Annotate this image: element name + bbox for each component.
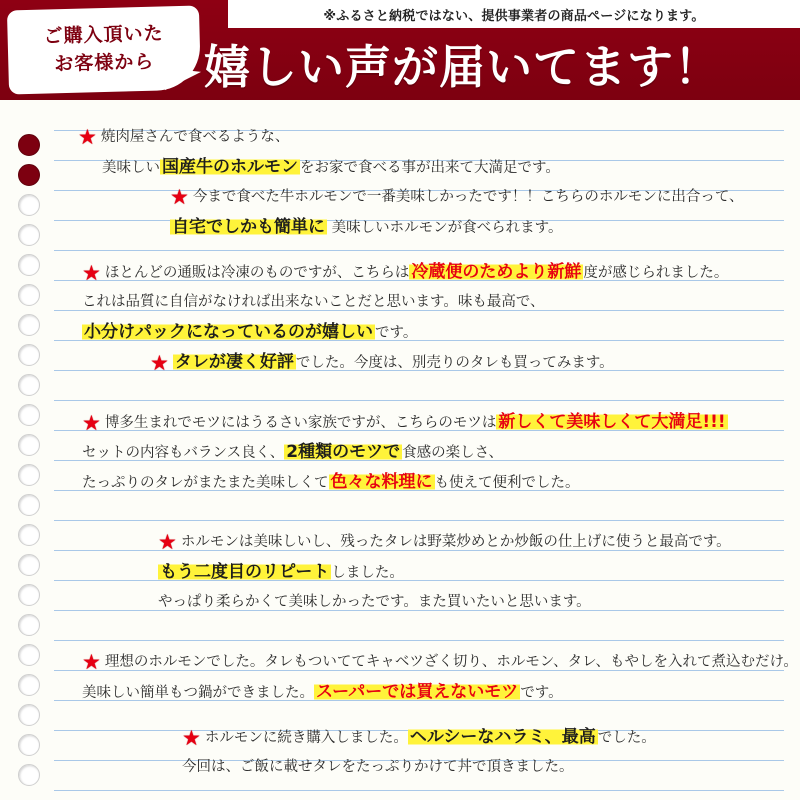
review-text: 焼肉屋さんで食べるような、 bbox=[100, 129, 290, 145]
review-line bbox=[78, 122, 788, 152]
review-text: しました。 bbox=[331, 565, 404, 581]
review-item bbox=[82, 647, 798, 707]
review-item bbox=[158, 527, 800, 617]
highlighted-text: 2種類のモツで bbox=[286, 442, 401, 462]
review-text: です。 bbox=[520, 685, 563, 701]
review-line bbox=[170, 212, 800, 242]
review-item bbox=[78, 122, 788, 182]
review-line bbox=[158, 587, 800, 617]
review-line bbox=[82, 437, 792, 467]
review-line bbox=[182, 752, 800, 782]
review-text: をお家で食べる事が出来て大満足です。 bbox=[300, 160, 560, 176]
review-line bbox=[82, 677, 792, 707]
star-icon: ★ bbox=[158, 530, 177, 554]
highlighted-text: ヘルシーなハラミ、最高 bbox=[409, 727, 596, 747]
review-item bbox=[150, 347, 800, 377]
notice-text: ※ふるさと納税ではない、提供事業者の商品ページになります。 bbox=[323, 8, 705, 24]
headline-text: 嬉しい声が届いてます！ bbox=[204, 40, 721, 94]
review-text: やっぱり柔らかくて美味しかったです。また買いたいと思います。 bbox=[158, 594, 591, 610]
highlighted-text: もう二度目のリピート bbox=[160, 562, 330, 582]
review-line bbox=[82, 407, 792, 437]
star-icon: ★ bbox=[82, 650, 101, 674]
review-item bbox=[82, 407, 792, 497]
review-text: でした。今度は、別売りのタレも買ってみます。 bbox=[295, 355, 614, 371]
emphasis-text: 新しくて美味しくて大満足!!! bbox=[498, 412, 726, 432]
review-text: 美味しい簡単もつ鍋ができました。 bbox=[82, 685, 314, 701]
notebook-page bbox=[0, 100, 800, 800]
badge-line-2: お客様から bbox=[54, 50, 155, 76]
review-text: 美味しいホルモンが食べられます。 bbox=[327, 220, 563, 236]
star-icon: ★ bbox=[82, 261, 101, 285]
review-text: 今回は、ご飯に載せタレをたっぷりかけて丼で頂きました。 bbox=[182, 759, 574, 775]
emphasis-text: 冷蔵便のためより新鮮 bbox=[411, 262, 582, 282]
review-line bbox=[82, 317, 792, 347]
review-text: でした。 bbox=[597, 730, 656, 746]
review-text: 食感の楽しさ、 bbox=[402, 445, 504, 461]
review-text: セットの内容もバランス良く、 bbox=[82, 445, 285, 461]
review-text: 今まで食べた牛ホルモンで一番美味しかったです！！こちらのホルモンに出合って、 bbox=[192, 189, 744, 205]
headline bbox=[204, 28, 800, 100]
star-icon: ★ bbox=[182, 726, 201, 750]
review-line bbox=[158, 527, 800, 557]
notice-bar bbox=[228, 0, 800, 28]
review-text: 美味しい bbox=[102, 160, 160, 176]
badge-tail-decoration bbox=[165, 68, 201, 93]
review-line bbox=[82, 287, 792, 317]
header-banner bbox=[0, 0, 800, 100]
review-text: ホルモンに続き購入しました。 bbox=[204, 730, 408, 746]
highlighted-text: タレが凄く好評 bbox=[174, 352, 294, 372]
review-text: です。 bbox=[375, 325, 418, 341]
highlighted-text: 自宅でしかも簡単に bbox=[172, 217, 325, 237]
emphasis-text: 色々な料理に bbox=[330, 472, 433, 492]
star-icon: ★ bbox=[170, 185, 189, 209]
star-icon: ★ bbox=[150, 351, 169, 375]
review-line bbox=[102, 152, 788, 182]
review-text: 博多生まれでモツにはうるさい家族ですが、こちらのモツは bbox=[104, 415, 497, 431]
review-text: も使えて便利でした。 bbox=[434, 475, 580, 491]
review-text: これは品質に自信がなければ出来ないことだと思います。味も最高で、 bbox=[82, 294, 545, 310]
review-text: 度が感じられました。 bbox=[583, 265, 729, 281]
review-line bbox=[82, 467, 792, 497]
highlighted-text: 国産牛のホルモン bbox=[162, 157, 298, 177]
reviews-list bbox=[0, 100, 800, 800]
review-text: 理想のホルモンでした。タレもついててキャベツざく切り、ホルモン、タレ、もやしを入れて煮込むだけ。 bbox=[104, 654, 798, 670]
badge-line-1: ご購入頂いた bbox=[43, 22, 164, 48]
review-text: ほとんどの通販は冷凍のものですが、こちらは bbox=[104, 265, 410, 281]
review-line bbox=[182, 722, 800, 752]
review-item bbox=[182, 722, 800, 782]
highlighted-text: 小分けパックになっているのが嬉しい bbox=[84, 322, 373, 342]
star-icon: ★ bbox=[78, 125, 97, 149]
review-line bbox=[170, 182, 800, 212]
review-line bbox=[150, 347, 800, 377]
review-line bbox=[82, 647, 798, 677]
review-item bbox=[82, 257, 792, 347]
star-icon: ★ bbox=[82, 411, 101, 435]
review-line bbox=[82, 257, 792, 287]
review-item bbox=[170, 182, 800, 242]
emphasis-text: スーパーでは買えないモツ bbox=[316, 682, 519, 702]
review-line bbox=[158, 557, 800, 587]
review-text: ホルモンは美味しいし、残ったタレは野菜炒めとか炒飯の仕上げに使うと最高です。 bbox=[180, 534, 731, 550]
review-text: たっぷりのタレがまたまた美味しくて bbox=[82, 475, 329, 491]
